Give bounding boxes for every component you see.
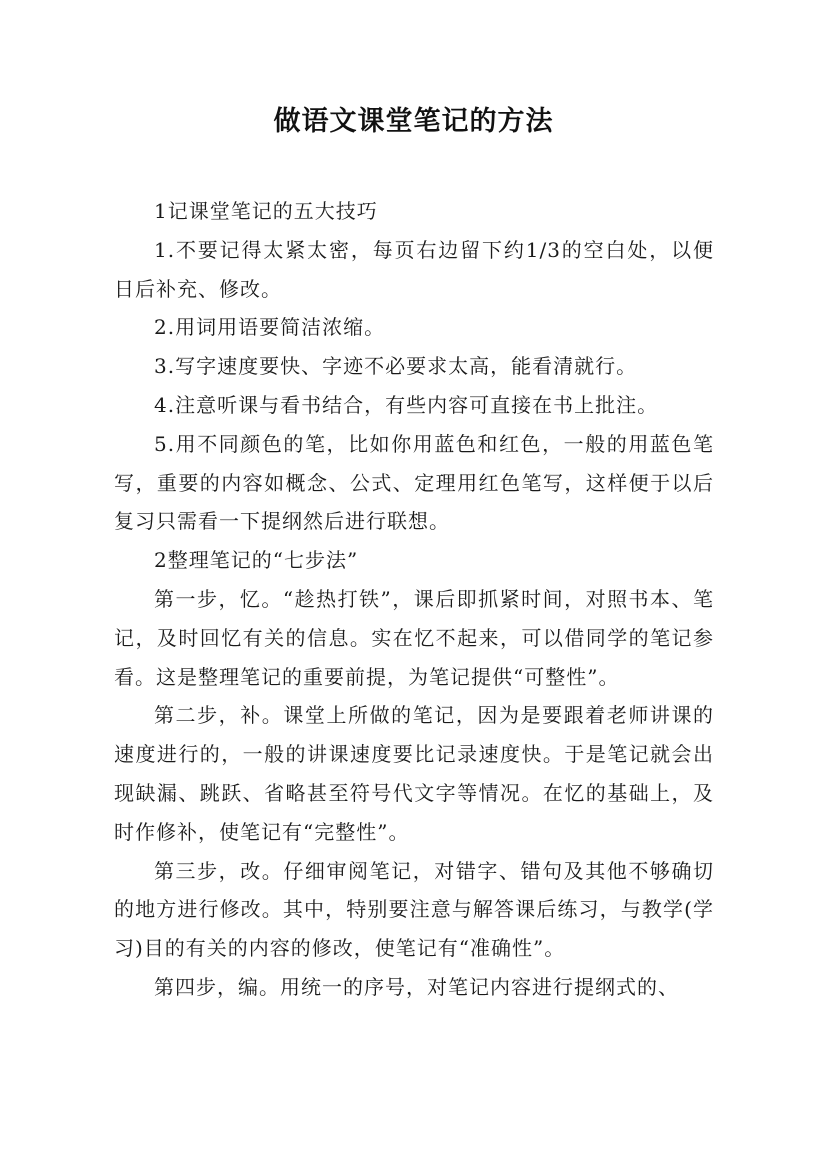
paragraph-tip-2: 2.用词用语要简洁浓缩。: [154, 315, 386, 340]
paragraph-tip-1: 1.不要记得太紧太密，每页右边留下约1/3的空白处，以便日后补充、修改。: [114, 237, 714, 301]
paragraph-step-2: 第二步，补。课堂上所做的笔记，因为是要跟着老师讲课的速度进行的，一般的讲课速度要比记录速度快。于是笔记就会出现缺漏、跳跃、省略甚至符号代文字等情况。在忆的基础上，及时作修补，使笔记有“完整性”。: [114, 703, 714, 844]
section-heading-1: 1记课堂笔记的五大技巧: [154, 199, 378, 223]
paragraph-tip-3: 3.写字速度要快、字迹不必要求太高，能看清就行。: [154, 354, 638, 379]
document-title: 做语文课堂笔记的方法: [273, 106, 554, 137]
paragraph-step-1: 第一步，忆。“趁热打铁”，课后即抓紧时间，对照书本、笔记，及时回忆有关的信息。实在忆不起来，可以借同学的笔记参看。这是整理笔记的重要前提，为笔记提供“可整性”。: [114, 586, 714, 689]
paragraph-step-3: 第三步，改。仔细审阅笔记，对错字、错句及其他不够确切的地方进行修改。其中，特别要注意与解答课后练习，与教学(学习)目的有关的内容的修改，使笔记有“准确性”。: [114, 858, 714, 961]
paragraph-step-4: 第四步，编。用统一的序号，对笔记内容进行提纲式的、: [154, 974, 679, 999]
paragraph-tip-4: 4.注意听课与看书结合，有些内容可直接在书上批注。: [154, 392, 659, 417]
document-body: [114, 192, 714, 1007]
paragraph-tip-5: 5.用不同颜色的笔，比如你用蓝色和红色，一般的用蓝色笔写，重要的内容如概念、公式、定理用红色笔写，这样便于以后复习只需看一下提纲然后进行联想。: [114, 431, 714, 534]
section-heading-2: 2整理笔记的“七步法”: [154, 548, 359, 573]
